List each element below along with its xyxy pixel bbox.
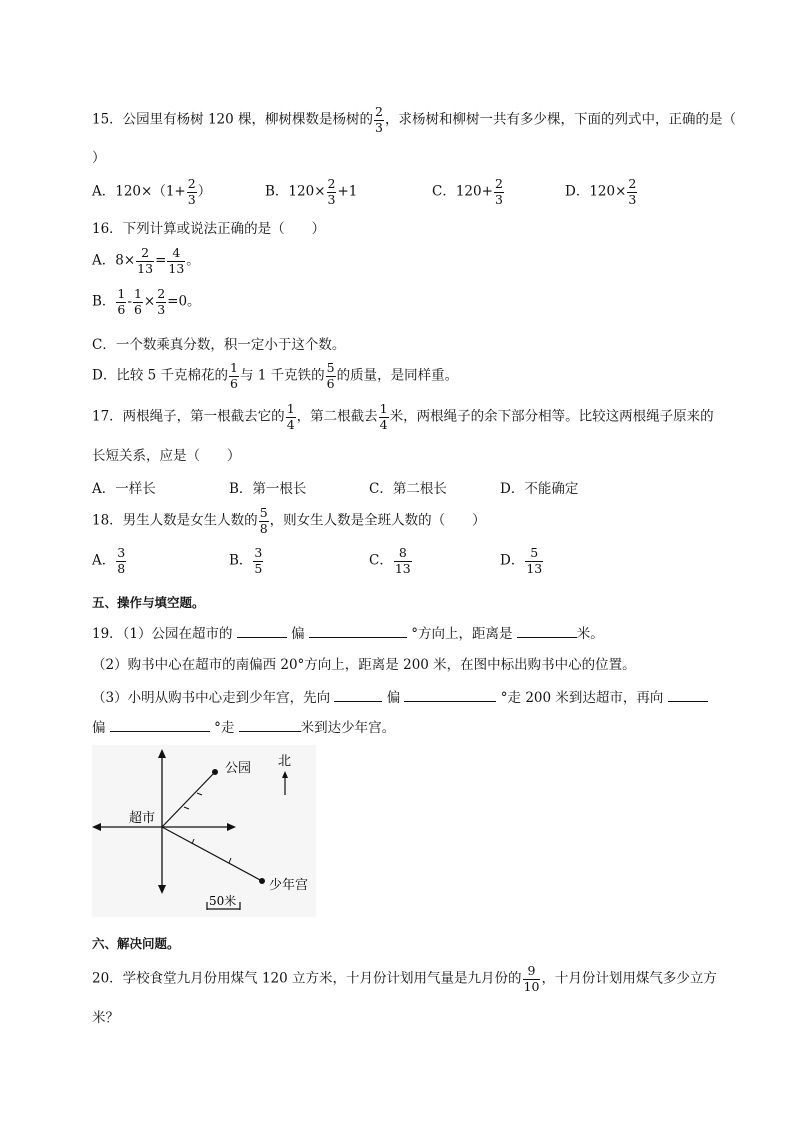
fraction: $\frac{2}{13}$ bbox=[137, 245, 154, 276]
fraction: $\frac{2}{3}$ bbox=[628, 176, 637, 207]
park-point bbox=[212, 769, 218, 775]
q18-option-a: A． $\frac{3}{8}$ bbox=[92, 545, 126, 576]
section-heading: 六、解决问题。 bbox=[92, 936, 180, 951]
fraction: $\frac{2}{3}$ bbox=[327, 176, 336, 207]
fraction: $\frac{1}{4}$ bbox=[379, 401, 388, 432]
fraction: $\frac{1}{6}$ bbox=[117, 286, 126, 317]
answer-blank[interactable] bbox=[517, 623, 577, 638]
q18-stem: 18．男生人数是女生人数的 $\frac{5}{8}$ ，则女生人数是全班人数的（ ） bbox=[92, 505, 486, 536]
answer-blank[interactable] bbox=[309, 623, 407, 638]
fraction: $\frac{1}{6}$ bbox=[230, 360, 238, 391]
section-heading: 五、操作与填空题。 bbox=[92, 595, 205, 610]
q19-part3-line2: 偏 °走 米到达少年宫。 bbox=[92, 716, 395, 736]
q18-option-c: C． $\frac{8}{13}$ bbox=[369, 545, 411, 576]
map-label-park: 公园 bbox=[225, 761, 252, 776]
map-scale-label: 50米 bbox=[209, 894, 237, 908]
q19-part2: （2）购书中心在超市的南偏西 20°方向上，距离是 200 米，在图中标出购书中心的位置。 bbox=[92, 657, 636, 673]
fraction: $\frac{4}{13}$ bbox=[168, 245, 185, 276]
map-label-market: 超市 bbox=[129, 811, 156, 826]
map-label-north: 北 bbox=[278, 754, 292, 769]
q16-option-d: D．比较 5 千克棉花的 $\frac{1}{6}$ 与 1 千克铁的 $\frac{5}{6}$ 的质量，是同样重。 bbox=[92, 360, 459, 391]
q17-stem-line2: 长短关系，应是（ ） bbox=[92, 448, 241, 464]
answer-blank[interactable] bbox=[404, 687, 496, 702]
fraction: $\frac{5}{8}$ bbox=[259, 505, 268, 536]
answer-blank[interactable] bbox=[334, 687, 382, 702]
q17-stem: 17．两根绳子，第一根截去它的 $\frac{1}{4}$ ，第二根截去 $\frac{1}{4}$ 米，两根绳子的余下部分相等。比较这两根绳子原来的 bbox=[92, 401, 714, 432]
fraction: $\frac{1}{4}$ bbox=[286, 401, 295, 432]
q20-stem-line2: 米？ bbox=[92, 1010, 119, 1026]
q19-part3: （3）小明从购书中心走到少年宫，先向 偏 °走 200 米到达超市，再向 bbox=[92, 686, 708, 706]
q18-option-b: B． $\frac{3}{5}$ bbox=[229, 545, 263, 576]
fraction: $\frac{2}{3}$ bbox=[494, 176, 503, 207]
youth-palace-point bbox=[259, 878, 265, 884]
q16-option-b: B． $\frac{1}{6}$ - $\frac{1}{6}$ × $\frac{2}{3}$ =0。 bbox=[92, 286, 201, 317]
fraction: $\frac{9}{10}$ bbox=[523, 963, 540, 994]
q19-part1: 19．（1）公园在超市的 偏 °方向上，距离是 米。 bbox=[92, 622, 604, 642]
q15-stem-end: ） bbox=[92, 150, 106, 166]
q15-option-d: D．120× $\frac{2}{3}$ bbox=[565, 176, 637, 207]
q15-option-a: A．120×（1+ $\frac{2}{3}$ ） bbox=[92, 176, 212, 207]
fraction: $\frac{3}{8}$ bbox=[117, 545, 126, 576]
q17-option-c: C．第二根长 bbox=[369, 481, 447, 497]
q18-option-d: D． $\frac{5}{13}$ bbox=[500, 545, 543, 576]
answer-blank[interactable] bbox=[668, 687, 708, 702]
fraction: $\frac{2}{3}$ bbox=[157, 286, 166, 317]
q15-stem: 15．公园里有杨树 120 棵，柳树棵数是杨树的 $\frac{2}{3}$ ，求杨树和柳树一共有多少棵，下面的列式中，正确的是（ bbox=[92, 104, 736, 135]
fraction: $\frac{2}{3}$ bbox=[375, 104, 383, 135]
q15-option-c: C．120+ $\frac{2}{3}$ bbox=[432, 176, 503, 207]
q17-option-b: B．第一根长 bbox=[229, 481, 307, 497]
q15-option-b: B．120× $\frac{2}{3}$ +1 bbox=[265, 176, 358, 207]
q16-option-c: C．一个数乘真分数，积一定小于这个数。 bbox=[92, 337, 346, 353]
answer-blank[interactable] bbox=[239, 717, 301, 732]
fraction: $\frac{8}{13}$ bbox=[394, 545, 411, 576]
fraction: $\frac{5}{6}$ bbox=[326, 360, 335, 391]
answer-blank[interactable] bbox=[237, 623, 287, 638]
q16-option-a: A．8× $\frac{2}{13}$ = $\frac{4}{13}$ 。 bbox=[92, 245, 200, 276]
direction-map bbox=[92, 745, 316, 917]
q20-stem: 20．学校食堂九月份用煤气 120 立方米，十月份计划用气量是九月份的 $\frac{9}{10}$ ，十月份计划用煤气多少立方 bbox=[92, 963, 717, 994]
fraction: $\frac{2}{3}$ bbox=[187, 176, 196, 207]
answer-blank[interactable] bbox=[110, 717, 210, 732]
fraction: $\frac{1}{6}$ bbox=[133, 286, 142, 317]
fraction: $\frac{3}{5}$ bbox=[254, 545, 263, 576]
map-label-youth-palace: 少年宫 bbox=[269, 878, 309, 893]
q16-stem: 16．下列计算或说法正确的是（ ） bbox=[92, 221, 326, 237]
fraction: $\frac{5}{13}$ bbox=[526, 545, 543, 576]
q17-option-a: A．一样长 bbox=[92, 481, 156, 497]
q17-option-d: D．不能确定 bbox=[500, 481, 579, 497]
